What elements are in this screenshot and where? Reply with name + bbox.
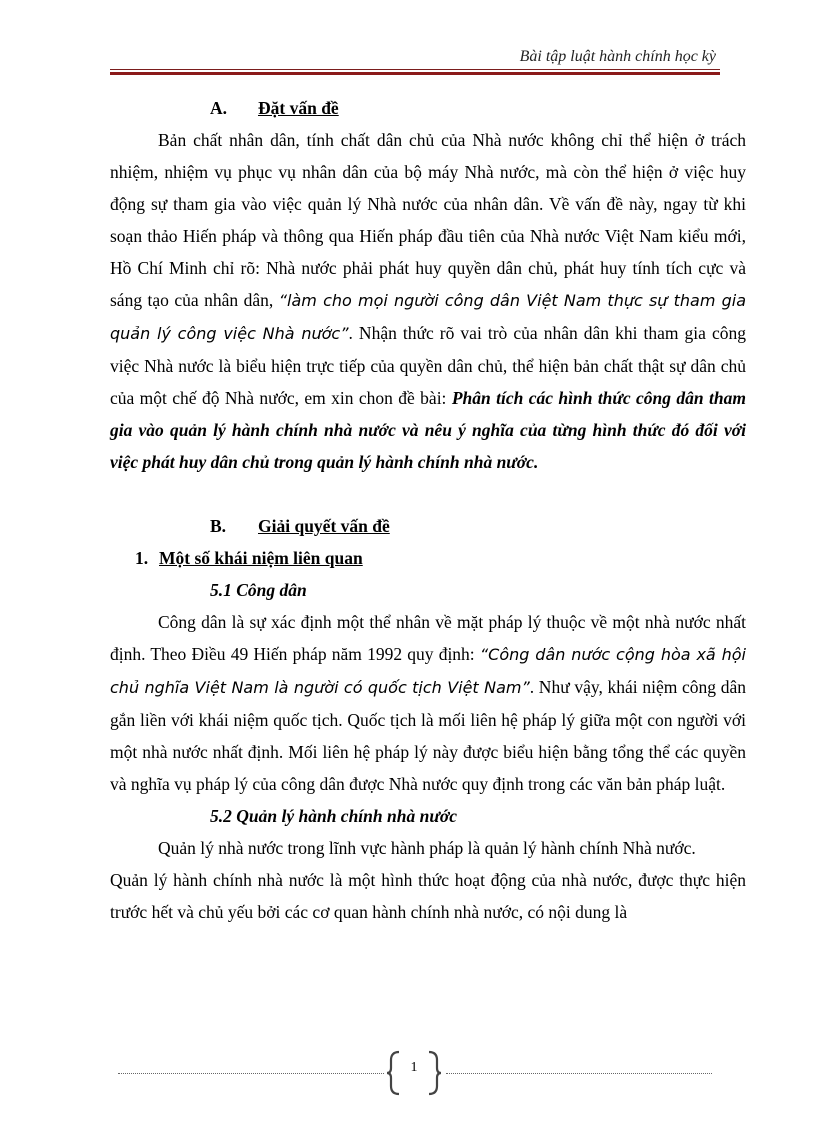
section-b-number: B. <box>210 516 227 536</box>
section-a-number: A. <box>210 98 228 118</box>
document-body <box>110 92 746 928</box>
header-divider-thin <box>110 69 720 70</box>
intro-quote: “làm cho mọi người công dân Việt Nam thực sự tham gia quản lý công việc Nhà nước” <box>110 291 746 343</box>
admin-paragraph-1: Quản lý nhà nước trong lĩnh vực hành pháp là quản lý hành chính Nhà nước. <box>158 838 696 858</box>
citizen-text-2: . Như vậy, khái niệm công dân gắn liền với khái niệm quốc tịch. Quốc tịch là mối liên hệ pháp lý giữa một con người với một nhà nước nhất định. Mối liên hệ pháp lý này được biểu hiện bằng tổng thể các quyền và nghĩa vụ pháp lý của công dân được Nhà nước quy định trong các văn bản pháp luật. <box>110 677 746 794</box>
citizen-quote: “Công dân nước cộng hòa xã hội chủ nghĩa Việt Nam là người có quốc tịch Việt Nam” <box>110 645 746 697</box>
admin-paragraph-2: Quản lý hành chính nhà nước là một hình thức hoạt động của nhà nước, được thực hiện trước hết và chủ yếu bởi các cơ quan hành chính nhà nước, có nội dung là <box>110 870 746 922</box>
essay-topic: Phân tích các hình thức công dân tham gia vào quản lý hành chính nhà nước và nêu ý nghĩa của từng hình thức đó đối với việc phát huy dân chủ trong quản lý hành chính nhà nước. <box>110 388 746 472</box>
page-number: 1 <box>410 1060 418 1075</box>
section-1-heading <box>110 542 746 574</box>
subsection-5-2-heading: 5.2 Quản lý hành chính nhà nước <box>210 806 457 826</box>
section-1-title: Một số khái niệm liên quan <box>159 548 363 568</box>
header-divider-thick <box>110 72 720 75</box>
intro-paragraph <box>110 124 746 478</box>
intro-text-2: . Nhận thức rõ vai trò của nhân dân khi tham gia công việc Nhà nước là biểu hiện trực tiếp của quyền dân chủ, thể hiện bản chất thật sự dân chủ của một chế độ Nhà nước, em xin chon đề bài: <box>110 323 747 408</box>
section-b-heading <box>110 510 746 542</box>
citizen-text-1: Công dân là sự xác định một thể nhân về mặt pháp lý thuộc về một nhà nước nhất định. Theo Điều 49 Hiến pháp năm 1992 quy định: <box>110 612 746 664</box>
section-a-heading <box>110 92 746 124</box>
subsection-5-1-heading: 5.1 Công dân <box>210 580 307 600</box>
section-1-number: 1. <box>135 548 149 568</box>
section-a-title: Đặt vấn đề <box>258 98 339 118</box>
header-title: Bài tập luật hành chính học kỳ <box>519 48 716 65</box>
intro-text-1: Bản chất nhân dân, tính chất dân chủ của Nhà nước không chỉ thể hiện ở trách nhiệm, nhiệm vụ phục vụ nhân dân của bộ máy Nhà nước, mà còn thể hiện ở việc huy động sự tham gia vào việc quản lý Nhà nước của nhân dân. Về vấn đề này, ngay từ khi soạn thảo Hiến pháp và thông qua Hiến pháp đầu tiên của Nhà nước Việt Nam kiểu mới, Hồ Chí Minh chỉ rõ: Nhà nước phải phát huy quyền dân chủ, phát huy tính tích cực và sáng tạo của nhân dân, <box>110 130 746 310</box>
citizen-paragraph <box>110 606 746 800</box>
section-b-title: Giải quyết vấn đề <box>258 516 390 536</box>
footer-line-right <box>446 1073 712 1074</box>
footer-line-left <box>118 1073 384 1074</box>
